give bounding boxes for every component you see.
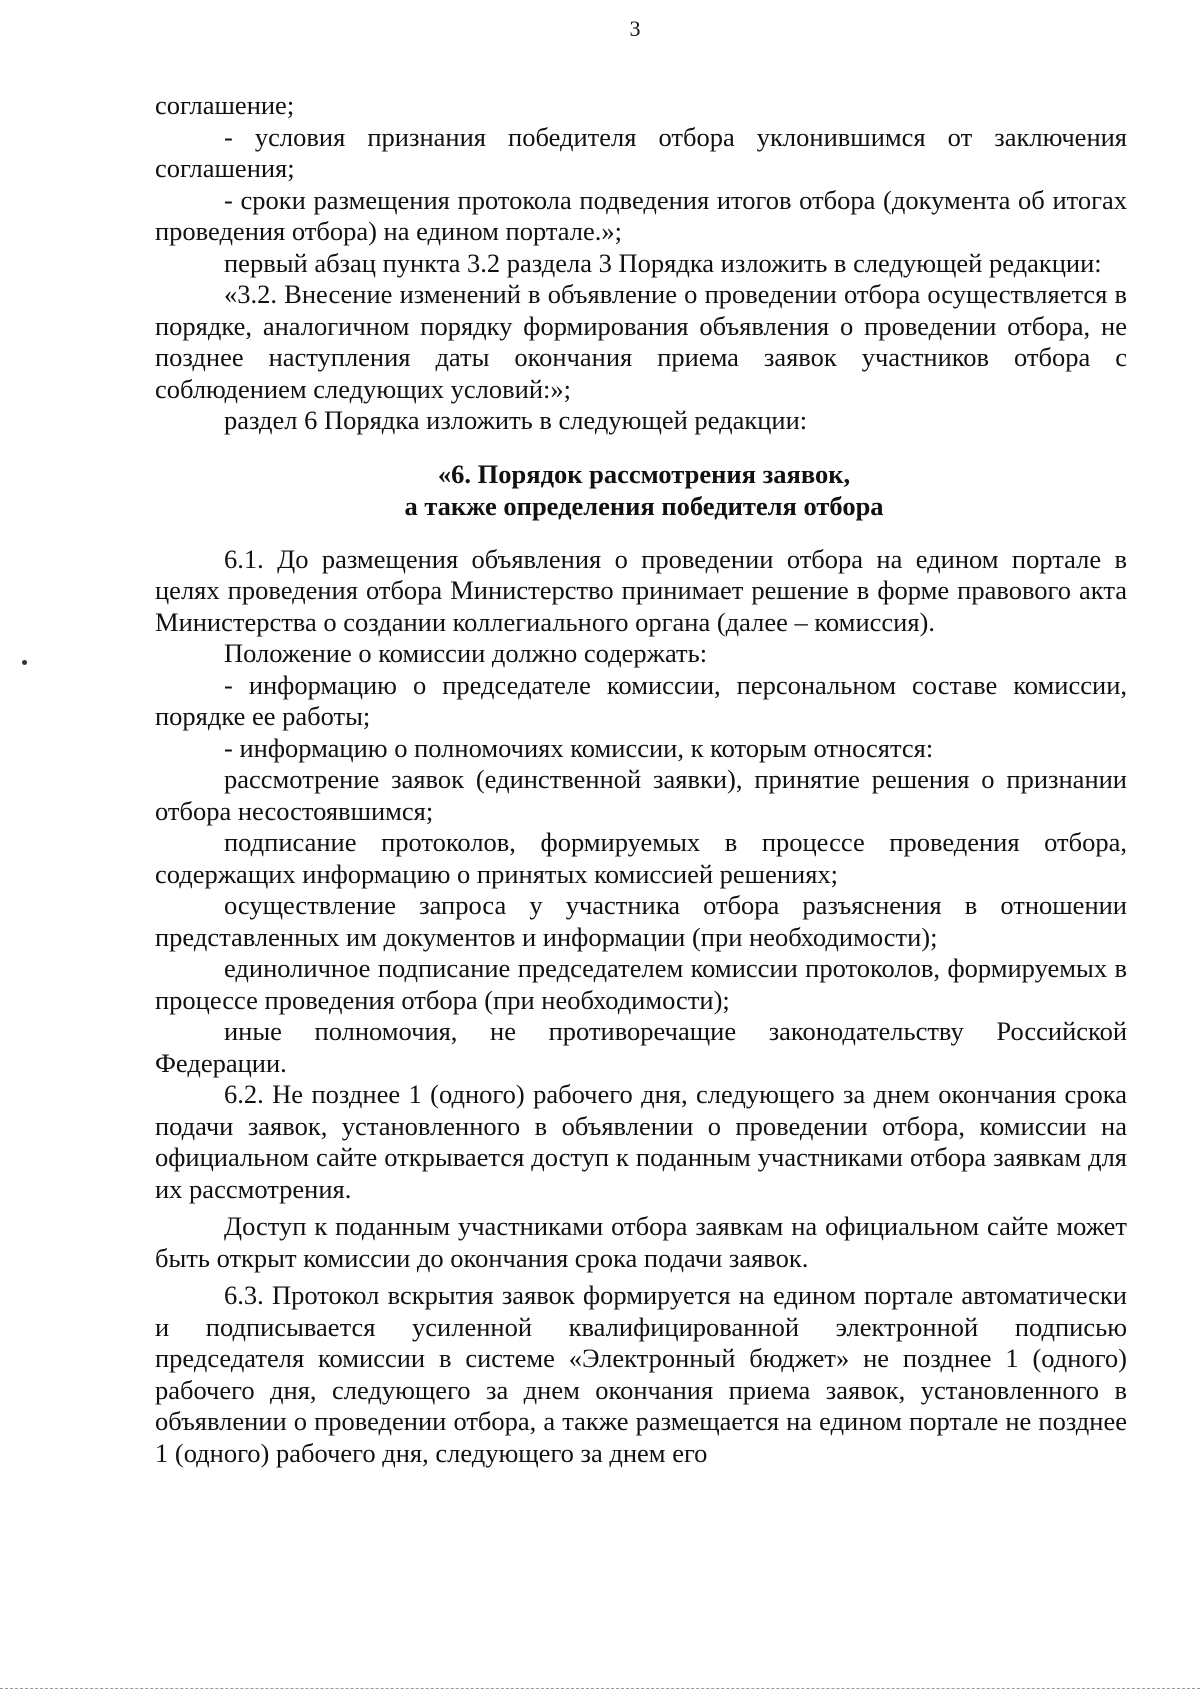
paragraph: - условия признания победителя отбора уклонившимся от заключения соглашения; — [155, 121, 1127, 183]
paragraph: 6.1. До размещения объявления о проведении отбора на едином портале в целях проведения отбора Министерство принимает решение в форме правового акта Министерства о создании коллегиального органа (далее – комиссия). — [155, 543, 1127, 637]
paragraph: осуществление запроса у участника отбора разъяснения в отношении представленных им документов и информации (при необходимости); — [155, 890, 1127, 952]
paragraph: рассмотрение заявок (единственной заявки), принятие решения о признании отбора несостоявшимся; — [155, 764, 1127, 826]
scan-speck — [22, 660, 27, 665]
top-paragraphs — [155, 90, 1127, 437]
paragraph: первый абзац пункта 3.2 раздела 3 Порядка изложить в следующей редакции: — [224, 247, 1102, 278]
paragraph: Доступ к поданным участниками отбора заявкам на официальном сайте может быть открыт комиссии до окончания срока подачи заявок. — [155, 1211, 1127, 1273]
bottom-paragraphs — [155, 544, 1127, 1470]
document-body — [155, 90, 1127, 1469]
section-heading — [155, 458, 1127, 522]
paragraph: «3.2. Внесение изменений в объявление о проведении отбора осуществляется в порядке, аналогичном порядку формирования объявления о проведении отбора, не позднее наступления даты окончания приема заявок участников отбора с соблюдением следующих условий:»; — [155, 279, 1127, 404]
section-heading-line-2: а также определения победителя отбора — [404, 490, 884, 521]
paragraph: - сроки размещения протокола подведения итогов отбора (документа об итогах проведения отбора) на едином портале.»; — [155, 184, 1127, 246]
paragraph: иные полномочия, не противоречащие законодательству Российской Федерации. — [155, 1016, 1127, 1078]
page-number: 3 — [629, 16, 641, 41]
paragraph: 6.2. Не позднее 1 (одного) рабочего дня, следующего за днем окончания срока подачи заявок, установленного в объявлении о проведении отбора, комиссии на официальном сайте открывается доступ к поданным участниками отбора заявкам для их рассмотрения. — [155, 1079, 1127, 1204]
paragraph: соглашение; — [155, 90, 295, 120]
paragraph: - информацию о полномочиях комиссии, к которым относятся: — [224, 732, 934, 763]
paragraph: подписание протоколов, формируемых в процессе проведения отбора, содержащих информацию о принятых комиссией решениях; — [155, 827, 1127, 889]
paragraph: раздел 6 Порядка изложить в следующей редакции: — [224, 405, 808, 435]
paragraph: - информацию о председателе комиссии, персональном составе комиссии, порядке ее работы; — [155, 669, 1127, 731]
paragraph: Положение о комиссии должно содержать: — [224, 638, 708, 668]
section-heading-line-1: «6. Порядок рассмотрения заявок, — [437, 458, 851, 489]
paragraph: единоличное подписание председателем комиссии протоколов, формируемых в процессе проведения отбора (при необходимости); — [155, 953, 1127, 1015]
scan-edge-line — [0, 1688, 1200, 1689]
paragraph: 6.3. Протокол вскрытия заявок формируется на едином портале автоматически и подписывается усиленной квалифицированной электронной подписью председателя комиссии в системе «Электронный бюджет» не позднее 1 (одного) рабочего дня, следующего за днем окончания приема заявок, установленного в объявлении о проведении отбора, а также размещается на едином портале не позднее 1 (одного) рабочего дня, следующего за днем его — [155, 1280, 1127, 1468]
